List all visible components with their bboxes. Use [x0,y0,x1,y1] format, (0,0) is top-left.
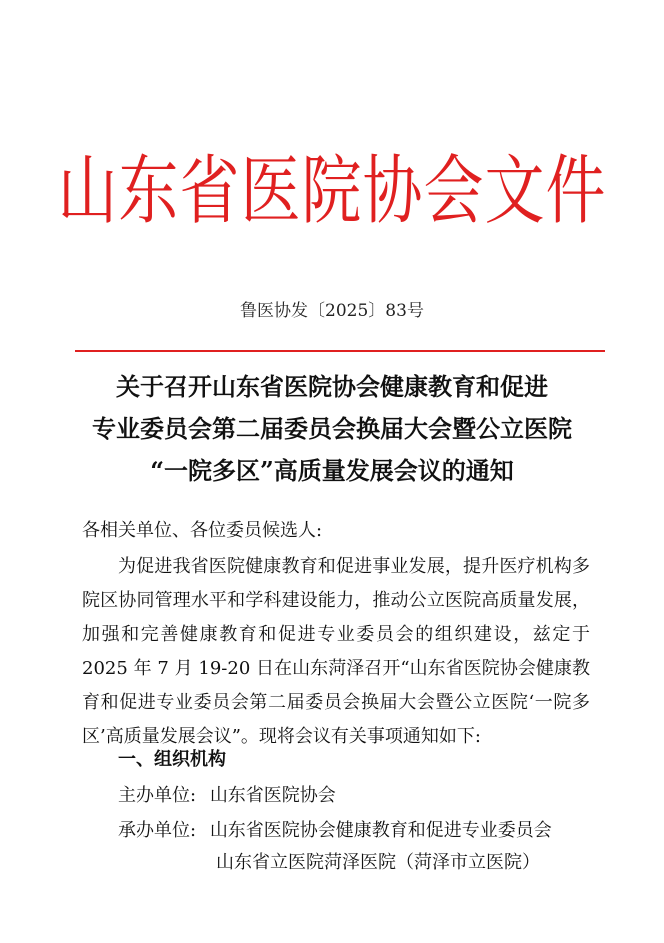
red-divider-line [75,350,605,352]
body-paragraph: 为促进我省医院健康教育和促进事业发展，提升医疗机构多院区协同管理水平和学科建设能力，推动公立医院高质量发展，加强和完善健康教育和促进专业委员会的组织建设，兹定于 2025 年 7 月 19-20 日在山东菏泽召开“山东省医院协会健康教育和促进专业委员会第二届委员会换届大会暨公立医院‘一院多区’高质量发展会议”。现将会议有关事项通知如下: [82,556,590,747]
title-line-3: “一院多区”高质量发展会议的通知 [150,456,514,485]
organizer-value: 山东省医院协会 [209,785,336,806]
co-organizer-row-2 [216,848,540,874]
co-organizer-label: 承办单位: [118,820,197,841]
title-line-1: 关于召开山东省医院协会健康教育和促进 [116,372,548,401]
organizer-label: 主办单位: [118,785,197,806]
organizer-row [118,781,336,807]
document-number: 鲁医协发〔2025〕83号 [240,301,424,321]
masthead-title: 山东省医院协会文件 [57,147,607,235]
section-title-organization: 一、组织机构 [118,749,226,770]
title-line-2: 专业委员会第二届委员会换届大会暨公立医院 [92,414,572,443]
co-organizer-row [118,816,552,842]
document-title [40,366,624,492]
salutation: 各相关单位、各位委员候选人: [82,520,323,541]
co-organizer-value-2: 山东省立医院菏泽医院（菏泽市立医院） [216,852,540,873]
co-organizer-value-1: 山东省医院协会健康教育和促进专业委员会 [209,820,552,841]
